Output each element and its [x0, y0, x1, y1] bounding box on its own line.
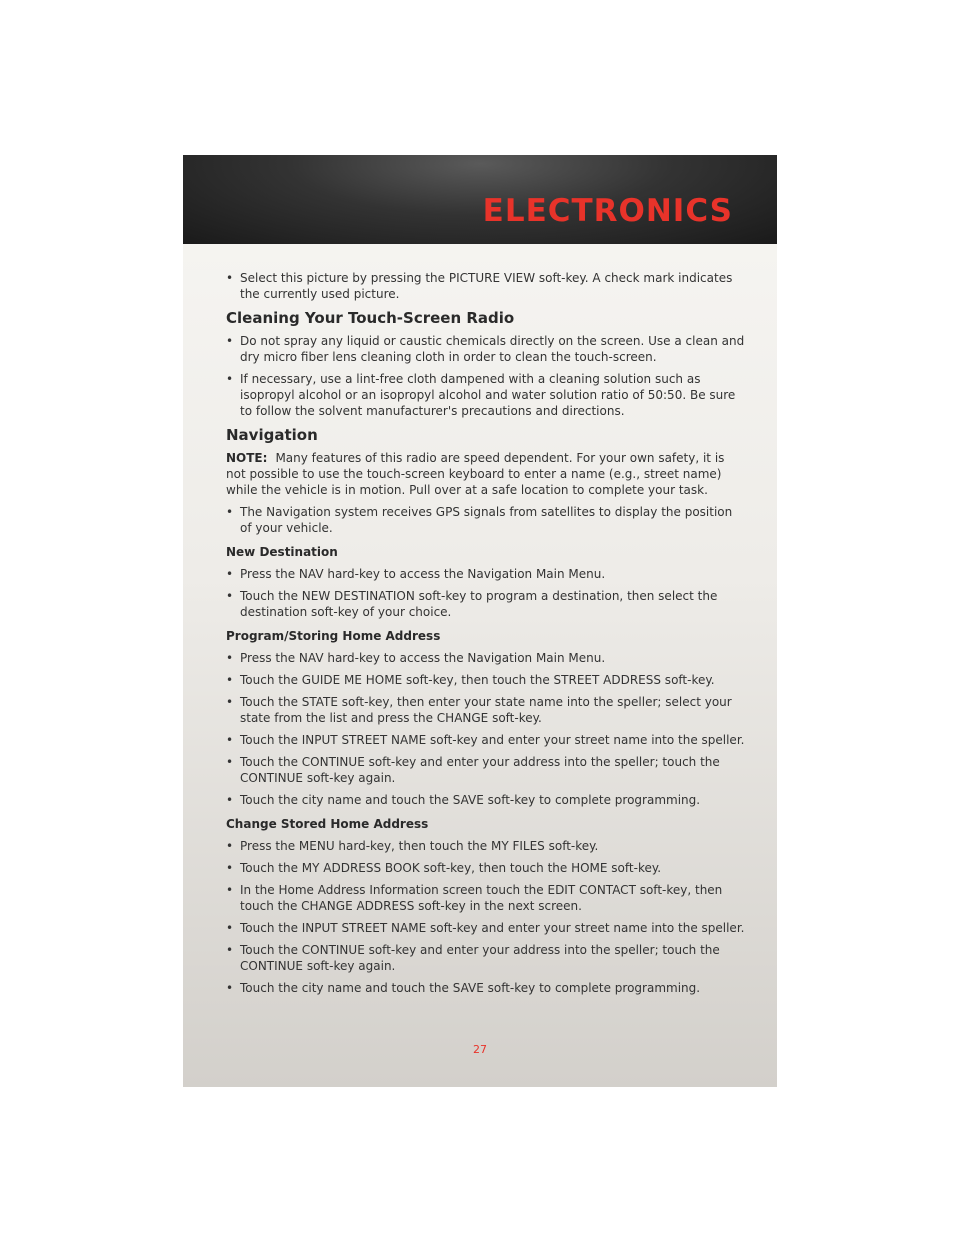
- change-home-bullet: • In the Home Address Information screen touch the EDIT CONTACT soft-key, then touch the CHANGE ADDRESS soft-key in the next screen.: [226, 883, 723, 913]
- change-home-bullet: • Touch the city name and touch the SAVE soft-key to complete programming.: [226, 981, 701, 995]
- note-text: Many features of this radio are speed dependent. For your own safety, it is not possible to use the touch-screen keyboard to enter a name (e.g., street name) while the vehicle is in motion. Pull over at a safe location to complete your task.: [226, 451, 725, 497]
- intro-bullet: • Select this picture by pressing the PICTURE VIEW soft-key. A check mark indicates the currently used picture.: [226, 271, 733, 301]
- change-home-bullet: • Press the MENU hard-key, then touch the MY FILES soft-key.: [226, 839, 599, 853]
- program-home-bullet: • Touch the CONTINUE soft-key and enter your address into the speller; touch the CONTINUE soft-key again.: [226, 755, 720, 785]
- navigation-heading: Navigation: [226, 426, 318, 444]
- change-home-heading: Change Stored Home Address: [226, 817, 429, 831]
- page-number: 27: [473, 1043, 487, 1056]
- section-header-bar: [183, 155, 777, 244]
- manual-page: [183, 155, 777, 1087]
- program-home-bullet: • Touch the city name and touch the SAVE soft-key to complete programming.: [226, 793, 701, 807]
- program-home-heading: Program/Storing Home Address: [226, 629, 441, 643]
- program-home-bullet: • Touch the GUIDE ME HOME soft-key, then touch the STREET ADDRESS soft-key.: [226, 673, 715, 687]
- bullet-glyph: •: [226, 271, 234, 285]
- program-home-bullet: • Touch the STATE soft-key, then enter your state name into the speller; select your state from the list and press the CHANGE soft-key.: [226, 695, 732, 725]
- program-home-bullet: • Touch the INPUT STREET NAME soft-key and enter your street name into the speller.: [226, 733, 745, 747]
- note-label: NOTE:: [226, 451, 268, 465]
- new-destination-bullet: • Press the NAV hard-key to access the Navigation Main Menu.: [226, 567, 606, 581]
- new-destination-bullet: • Touch the NEW DESTINATION soft-key to program a destination, then select the destination soft-key of your choice.: [226, 589, 718, 619]
- change-home-bullet: • Touch the INPUT STREET NAME soft-key and enter your street name into the speller.: [226, 921, 745, 935]
- navigation-bullet: • The Navigation system receives GPS signals from satellites to display the position of your vehicle.: [226, 505, 733, 535]
- program-home-bullet: • Press the NAV hard-key to access the Navigation Main Menu.: [226, 651, 606, 665]
- new-destination-heading: New Destination: [226, 545, 338, 559]
- cleaning-bullet: • Do not spray any liquid or caustic chemicals directly on the screen. Use a clean and dry micro fiber lens cleaning cloth in order to clean the touch-screen.: [226, 334, 745, 364]
- change-home-bullet: • Touch the MY ADDRESS BOOK soft-key, then touch the HOME soft-key.: [226, 861, 662, 875]
- cleaning-bullet: • If necessary, use a lint-free cloth dampened with a cleaning solution such as isopropyl alcohol or an isopropyl alcohol and water solution ratio of 50:50. Be sure to follow the solvent manufacturer's precautions and directions.: [226, 372, 736, 418]
- change-home-bullet: • Touch the CONTINUE soft-key and enter your address into the speller; touch the CONTINUE soft-key again.: [226, 943, 720, 973]
- page-content: [183, 244, 777, 1002]
- section-title: ELECTRONICS: [482, 193, 733, 229]
- cleaning-heading: Cleaning Your Touch-Screen Radio: [226, 309, 515, 327]
- navigation-note: [226, 450, 745, 498]
